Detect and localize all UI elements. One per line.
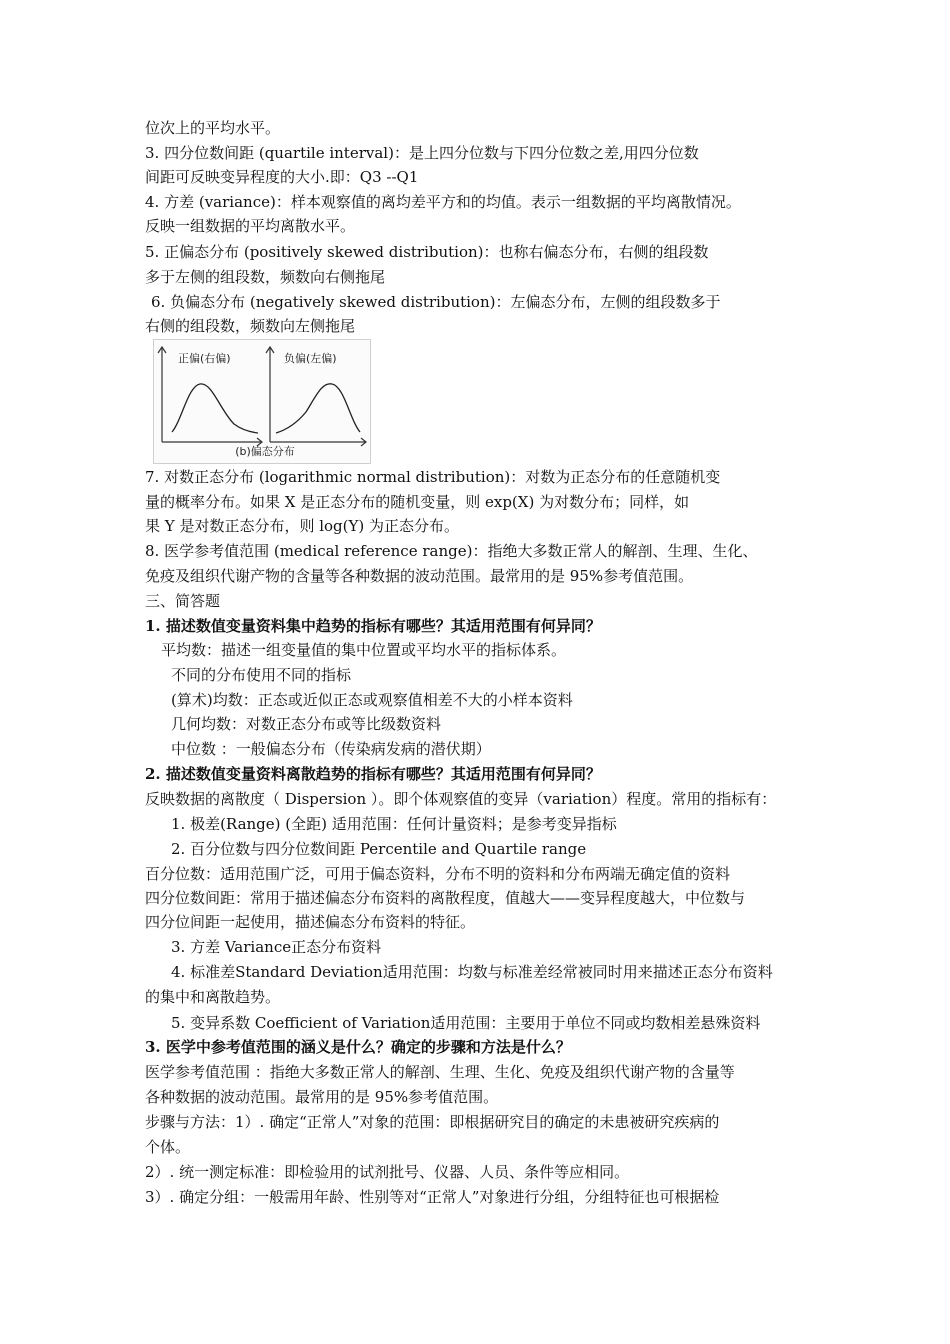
text-line: 四分位间距一起使用，描述偏态分布资料的特征。 — [145, 913, 476, 931]
text-line: 6. 负偏态分布 (negatively skewed distribution)：左偏态分布，左侧的组段数多于 — [151, 293, 721, 311]
text-line: 四分位数间距：常用于描述偏态分布资料的离散程度，值越大——变异程度越大，中位数与 — [145, 889, 746, 907]
text-line: 免疫及组织代谢产物的含量等各种数据的波动范围。最常用的是 95%参考值范围。 — [145, 567, 694, 585]
figure-caption: (b)偏态分布 — [235, 445, 295, 458]
text-line: 2. 百分位数与四分位数间距 Percentile and Quartile range — [171, 840, 587, 858]
text-line: 各种数据的波动范围。最常用的是 95%参考值范围。 — [145, 1088, 499, 1106]
text-line: 5. 正偏态分布 (positively skewed distribution)：也称右偏态分布，右侧的组段数 — [145, 243, 709, 261]
text-line: 3. 方差 Variance正态分布资料 — [171, 938, 382, 956]
text-line: 果 Y 是对数正态分布，则 log(Y) 为正态分布。 — [145, 517, 460, 535]
question-heading: 3. 医学中参考值范围的涵义是什么？确定的步骤和方法是什么？ — [145, 1038, 571, 1056]
text-line: 位次上的平均水平。 — [145, 119, 281, 137]
text-line: 个体。 — [145, 1138, 191, 1156]
text-line: 反映一组数据的平均离散水平。 — [145, 217, 356, 235]
left-skew-label: 负偏(左偏) — [284, 352, 337, 365]
text-line: 间距可反映变异程度的大小.即：Q3 --Q1 — [145, 168, 419, 186]
text-line: 几何均数：对数正态分布或等比级数资料 — [171, 715, 442, 733]
text-line: 1. 极差(Range) (全距) 适用范围：任何计量资料；是参考变异指标 — [171, 815, 617, 833]
question-heading: 2. 描述数值变量资料离散趋势的指标有哪些？其适用范围有何异同？ — [145, 765, 601, 783]
text-line: 量的概率分布。如果 X 是正态分布的随机变量，则 exp(X) 为对数分布；同样，如 — [145, 493, 690, 511]
text-line: 4. 方差 (variance)：样本观察值的离均差平方和的均值。表示一组数据的平均离散情况。 — [145, 193, 741, 211]
text-line: 3. 四分位数间距 (quartile interval)：是上四分位数与下四分位数之差,用四分位数 — [145, 144, 699, 162]
text-line: 3）. 确定分组：一般需用年龄、性别等对“正常人”对象进行分组，分组特征也可根据检 — [145, 1188, 720, 1206]
text-line: 4. 标准差Standard Deviation适用范围：均数与标准差经常被同时用来描述正态分布资料 — [171, 963, 773, 981]
text-line: 7. 对数正态分布 (logarithmic normal distribution)：对数为正态分布的任意随机变 — [145, 468, 721, 486]
text-line: 2）. 统一测定标准：即检验用的试剂批号、仪器、人员、条件等应相同。 — [145, 1163, 630, 1181]
text-line: 反映数据的离散度（ Dispersion ）。即个体观察值的变异（variation）程度。常用的指标有： — [145, 790, 777, 808]
text-line: 平均数：描述一组变量值的集中位置或平均水平的指标体系。 — [161, 641, 567, 659]
question-heading: 1. 描述数值变量资料集中趋势的指标有哪些？其适用范围有何异同？ — [145, 617, 601, 635]
right-skew-label: 正偏(右偏) — [178, 352, 231, 365]
text-line: 5. 变异系数 Coefficient of Variation适用范围：主要用于单位不同或均数相差悬殊资料 — [171, 1014, 761, 1032]
section-heading: 三、简答题 — [145, 592, 221, 610]
text-line: 百分位数：适用范围广泛，可用于偏态资料，分布不明的资料和分布两端无确定值的资料 — [145, 865, 731, 883]
text-line: 中位数 ：一般偏态分布（传染病发病的潜伏期） — [171, 740, 491, 758]
text-line: 8. 医学参考值范围 (medical reference range)：指绝大多数正常人的解剖、生理、生化、 — [145, 542, 758, 560]
text-line: 步骤与方法：1）. 确定“正常人”对象的范围：即根据研究目的确定的未患被研究疾病的 — [145, 1113, 720, 1131]
text-line: 医学参考值范围 ：指绝大多数正常人的解剖、生理、生化、免疫及组织代谢产物的含量等 — [145, 1063, 735, 1081]
text-line: 的集中和离散趋势。 — [145, 988, 281, 1006]
text-line: 不同的分布使用不同的指标 — [171, 666, 352, 684]
text-line: 多于左侧的组段数，频数向右侧拖尾 — [145, 268, 386, 286]
text-line: (算术)均数：正态或近似正态或观察值相差不大的小样本资料 — [171, 691, 573, 709]
text-line: 右侧的组段数，频数向左侧拖尾 — [145, 317, 356, 335]
skewed-distribution-figure — [153, 339, 371, 464]
